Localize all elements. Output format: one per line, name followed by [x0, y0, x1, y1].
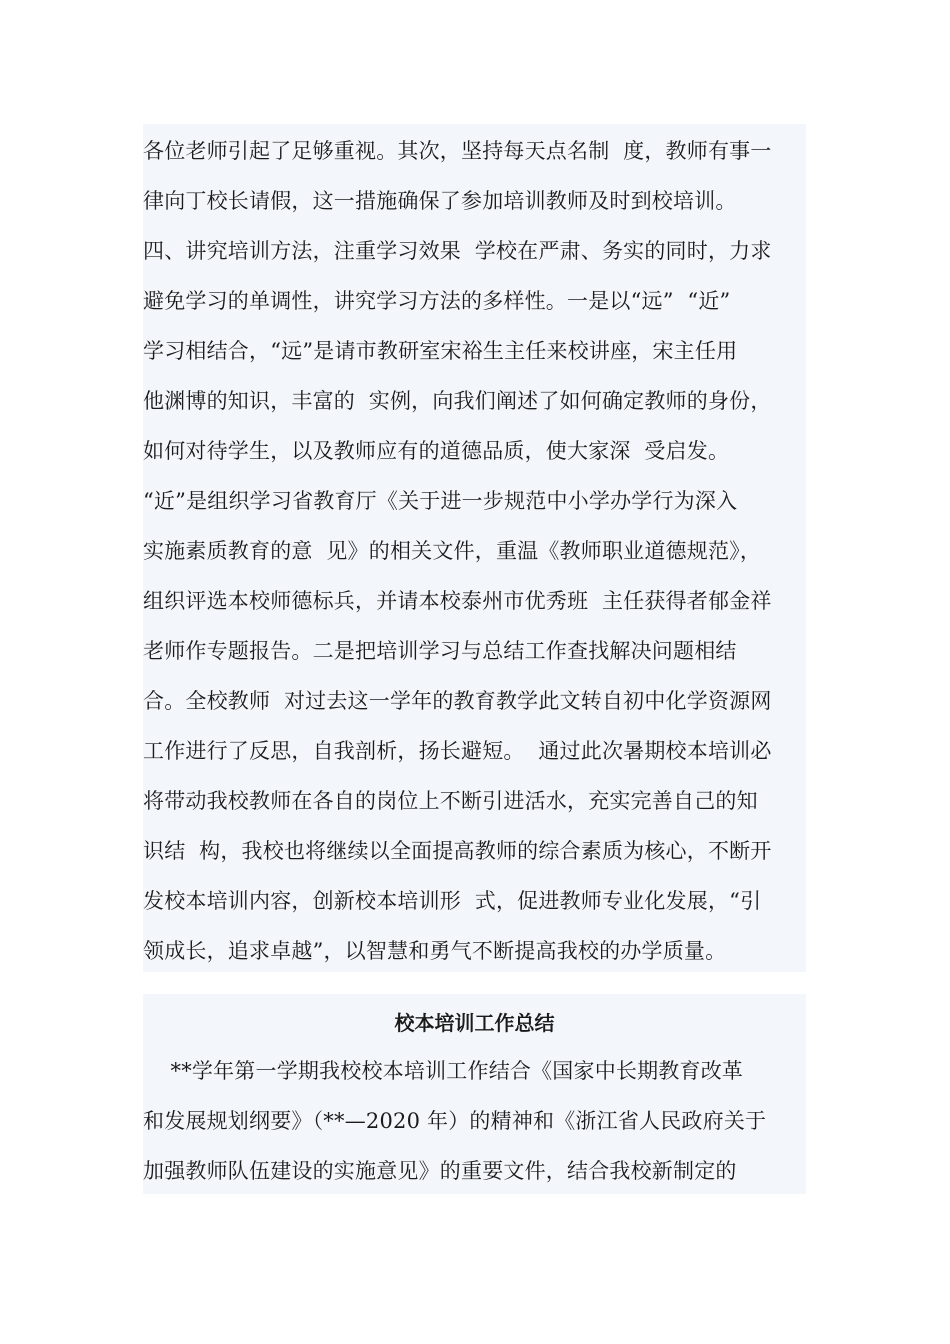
text-line: 领成长，追求卓越”，以智慧和勇气不断提高我校的办学质量。: [143, 939, 727, 963]
text-line: 学习相结合，“远”是请市教研室宋裕生主任来校讲座，宋主任用: [143, 339, 738, 363]
text-line: **学年第一学期我校校本培训工作结合《国家中长期教育改革: [143, 1059, 744, 1083]
text-line: 老师作专题报告。二是把培训学习与总结工作查找解决问题相结: [143, 639, 737, 663]
text-line: 实施素质教育的意 见》的相关文件，重温《教师职业道德规范》，: [143, 539, 762, 563]
text-line: 发校本培训内容，创新校本培训形 式，促进教师专业化发展，“引: [143, 889, 762, 913]
text-line: 加强教师队伍建设的实施意见》的重要文件，结合我校新制定的: [143, 1159, 737, 1183]
text-block-2: [143, 994, 806, 1194]
text-line: 组织评选本校师德标兵，并请本校泰州市优秀班 主任获得者郁金祥: [143, 589, 772, 613]
text-line: 避免学习的单调性，讲究学习方法的多样性。一是以“远” “近”: [143, 289, 731, 313]
text-line: 他渊博的知识，丰富的 实例，向我们阐述了如何确定教师的身份，: [143, 389, 772, 413]
text-line: 将带动我校教师在各自的岗位上不断引进活水，充实完善自己的知: [143, 789, 758, 813]
text-line: 如何对待学生，以及教师应有的道德品质，使大家深 受启发。: [143, 439, 730, 463]
text-line: 和发展规划纲要》（**—2020 年）的精神和《浙江省人民政府关于: [143, 1109, 767, 1133]
section-title: 校本培训工作总结: [394, 1011, 555, 1035]
text-line: “近”是组织学习省教育厅《关于进一步规范中小学办学行为深入: [143, 489, 738, 513]
text-line: 各位老师引起了足够重视。其次，坚持每天点名制 度，教师有事一: [143, 139, 772, 163]
text-line: 识结 构，我校也将继续以全面提高教师的综合素质为核心，不断开: [143, 839, 772, 863]
text-line: 律向丁校长请假，这一措施确保了参加培训教师及时到校培训。: [143, 189, 737, 213]
text-line: 四、讲究培训方法，注重学习效果 学校在严肃、务实的同时，力求: [143, 239, 772, 263]
text-line: 合。全校教师 对过去这一学年的教育教学此文转自初中化学资源网: [143, 689, 772, 713]
text-line: 工作进行了反思，自我剖析，扬长避短。 通过此次暑期校本培训必: [143, 739, 772, 763]
text-block-1: [143, 124, 806, 972]
